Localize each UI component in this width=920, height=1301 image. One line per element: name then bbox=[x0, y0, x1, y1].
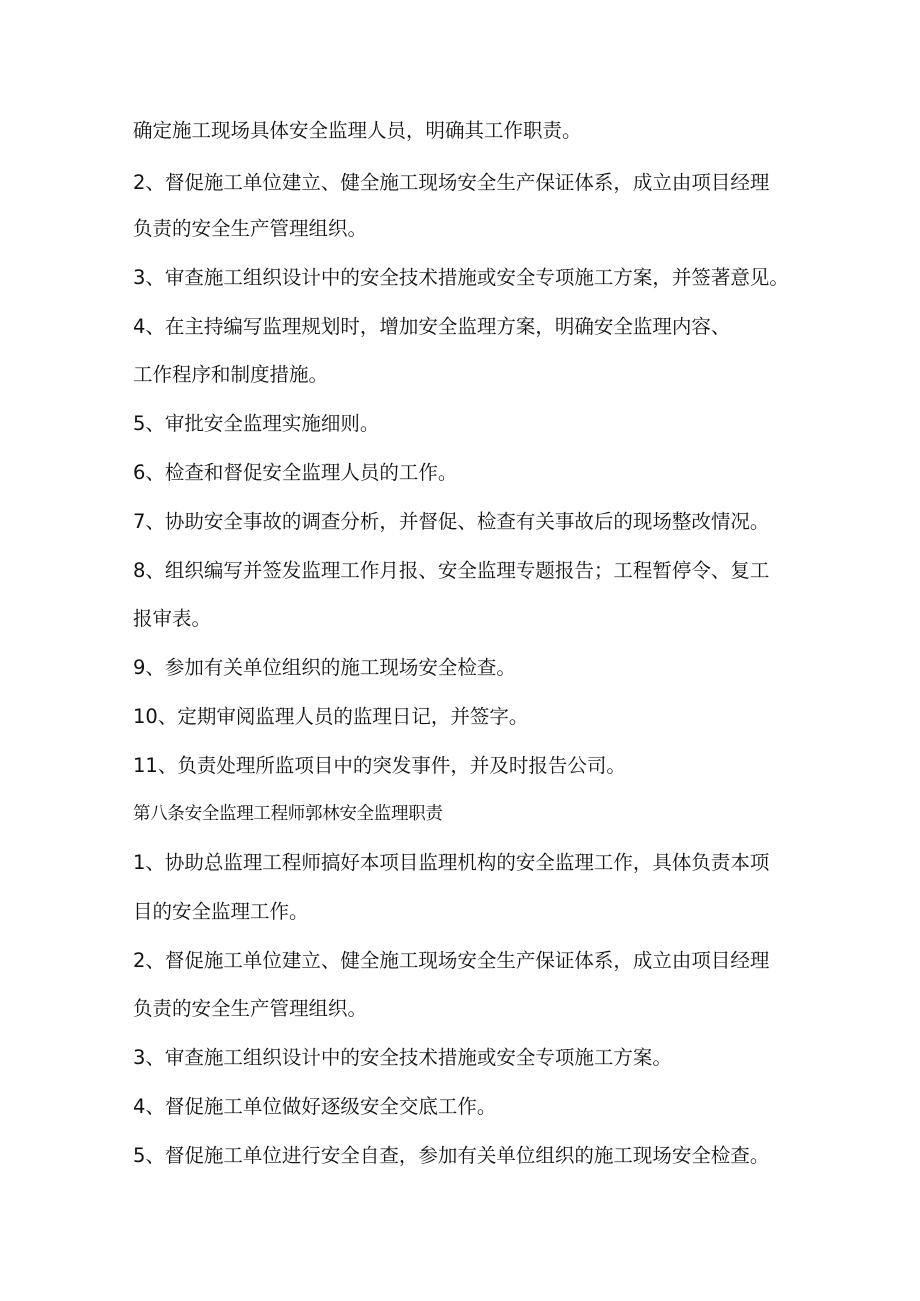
section-heading: 第八条安全监理工程师郭林安全监理职责 bbox=[133, 804, 443, 824]
text-line: 负责的安全生产管理组织。 bbox=[133, 997, 368, 1020]
text-line: 2、督促施工单位建立、健全施工现场安全生产保证体系，成立由项目经理 bbox=[133, 949, 770, 972]
text-line: 工作程序和制度措施。 bbox=[133, 363, 329, 386]
text-line: 11、负责处理所监项目中的突发事件，并及时报告公司。 bbox=[133, 754, 626, 777]
text-line: 确定施工现场具体安全监理人员，明确其工作职责。 bbox=[133, 119, 582, 142]
text-line: 7、协助安全事故的调查分析，并督促、检查有关事故后的现场整改情况。 bbox=[133, 510, 770, 533]
text-line: 10、定期审阅监理人员的监理日记，并签字。 bbox=[133, 705, 529, 728]
text-line: 4、督促施工单位做好逐级安全交底工作。 bbox=[133, 1095, 497, 1118]
text-line: 6、检查和督促安全监理人员的工作。 bbox=[133, 461, 458, 484]
text-line: 报审表。 bbox=[133, 607, 212, 630]
text-line: 1、协助总监理工程师搞好本项目监理机构的安全监理工作，具体负责本项 bbox=[133, 851, 770, 874]
text-line: 负责的安全生产管理组织。 bbox=[133, 217, 368, 240]
text-line: 5、督促施工单位进行安全自查，参加有关单位组织的施工现场安全检查。 bbox=[133, 1144, 770, 1167]
text-line: 5、审批安全监理实施细则。 bbox=[133, 412, 380, 435]
text-line: 3、审查施工组织设计中的安全技术措施或安全专项施工方案，并签著意见。 bbox=[133, 266, 789, 289]
text-line: 目的安全监理工作。 bbox=[133, 900, 309, 923]
text-line: 8、组织编写并签发监理工作月报、安全监理专题报告；工程暂停令、复工 bbox=[133, 559, 770, 582]
text-line: 9、参加有关单位组织的施工现场安全检查。 bbox=[133, 656, 516, 679]
text-line: 3、审查施工组织设计中的安全技术措施或安全专项施工方案。 bbox=[133, 1046, 672, 1069]
text-line: 2、督促施工单位建立、健全施工现场安全生产保证体系，成立由项目经理 bbox=[133, 171, 770, 194]
text-line: 4、在主持编写监理规划时，增加安全监理方案，明确安全监理内容、 bbox=[133, 315, 731, 338]
